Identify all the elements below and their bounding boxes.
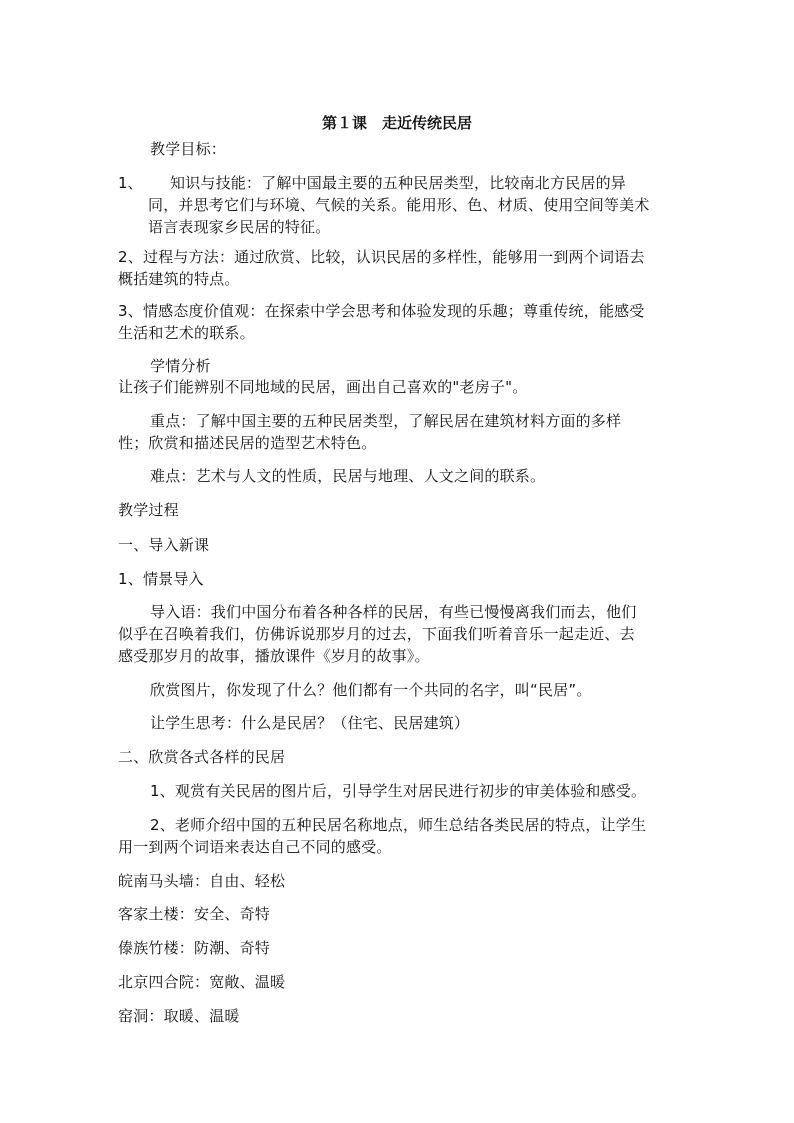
objective-1-line-2: 同，并思考它们与环境、气候的关系。能用形、色、材质、使用空间等美术 (148, 196, 650, 214)
house-item-wannan: 皖南马头墙：自由、轻松 (118, 872, 286, 890)
section-2-heading: 二、欣赏各式各样的民居 (118, 748, 286, 766)
process-heading: 教学过程 (118, 501, 179, 519)
intro-line-3: 感受那岁月的故事，播放课件《岁月的故事》。 (118, 647, 430, 665)
key-points-line-1: 重点：了解中国主要的五种民居类型，了解民居在建筑材料方面的多样 (150, 412, 622, 430)
teaching-goals-heading: 教学目标： (150, 140, 227, 158)
objective-3-line-2: 生活和艺术的联系。 (118, 324, 255, 342)
objective-1-line-1: 知识与技能：了解中国最主要的五种民居类型，比较南北方民居的异 (170, 174, 627, 192)
intro-line-2: 似乎在召唤着我们，仿佛诉说那岁月的过去，下面我们听着音乐一起走近、去 (118, 625, 635, 643)
analysis-text: 让孩子们能辨别不同地域的民居，画出自己喜欢的"老房子"。 (118, 378, 528, 396)
analysis-heading: 学情分析 (150, 357, 211, 375)
section-1-heading: 一、导入新课 (118, 536, 210, 554)
section-2-step-2-line-2: 用一到两个词语来表达自己不同的感受。 (118, 838, 392, 856)
key-points-line-2: 性；欣赏和描述民居的造型艺术特色。 (118, 434, 377, 452)
objective-2-line-1: 2、过程与方法：通过欣赏、比较，认识民居的多样性，能够用一到两个词语去 (118, 248, 645, 266)
section-2-step-1: 1、观赏有关民居的图片后，引导学生对居民进行初步的审美体验和感受。 (150, 782, 647, 800)
appreciate-text: 欣赏图片，你发现了什么？他们都有一个共同的名字，叫“民居”。 (150, 681, 592, 699)
house-item-dai: 傣族竹楼：防潮、奇特 (118, 939, 271, 957)
intro-line-1: 导入语：我们中国分布着各种各样的民居，有些已慢慢离我们而去，他们 (150, 603, 637, 621)
section-2-step-2-line-1: 2、老师介绍中国的五种民居名称地点，师生总结各类民居的特点，让学生 (150, 816, 647, 834)
objective-1-number: 1、 (118, 174, 143, 192)
difficulties: 难点：艺术与人文的性质，民居与地理、人文之间的联系。 (150, 467, 546, 485)
section-1-sub-1: 1、情景导入 (118, 570, 204, 588)
objective-1-line-3: 语言表现家乡民居的特征。 (148, 218, 331, 236)
objective-2-line-2: 概括建筑的特点。 (118, 270, 240, 288)
house-item-yaodong: 窑洞：取暖、温暖 (118, 1007, 240, 1025)
objective-3-line-1: 3、情感态度价值观：在探索中学会思考和体验发现的乐趣；尊重传统，能感受 (118, 302, 645, 320)
house-item-siheyuan: 北京四合院：宽敞、温暖 (118, 973, 286, 991)
house-item-hakka: 客家土楼：安全、奇特 (118, 905, 271, 923)
think-text: 让学生思考：什么是民居？（住宅、民居建筑） (150, 714, 470, 732)
lesson-title: 第１课 走近传统民居 (321, 114, 472, 132)
